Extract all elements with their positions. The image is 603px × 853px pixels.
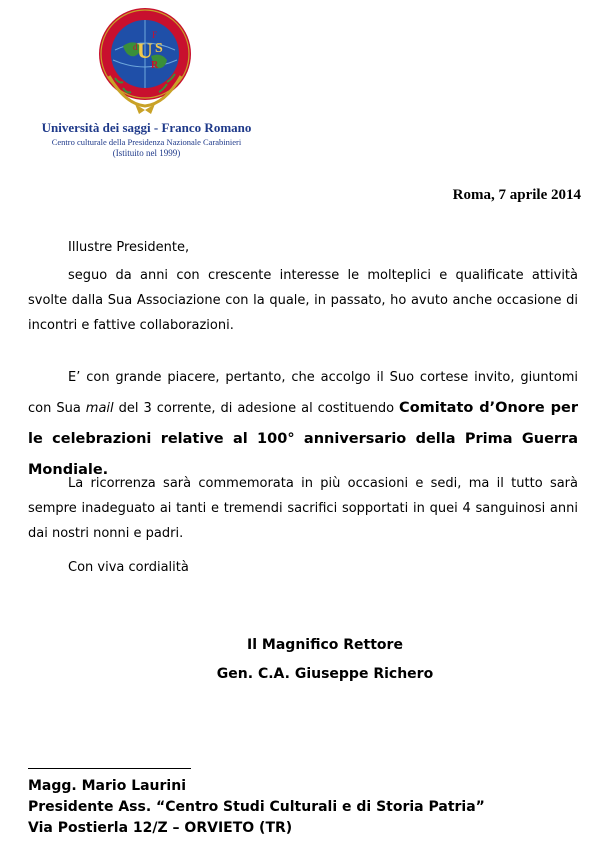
organization-name: Università dei saggi - Franco Romano <box>41 120 252 135</box>
paragraph-2-text-a: E’ con grande piacere, pertanto, che accolgo il Suo cortese invito, giuntomi con Sua <box>28 370 578 416</box>
letter-paragraph-3: La ricorrenza sarà commemorata in più occasioni e sedi, ma il tutto sarà sempre inadeguato ai tanti e tremendi sacrifici sopportati in quei 4 sanguinosi anni dai nostri nonni e padri. <box>28 476 578 541</box>
letter-paragraph-2 <box>28 363 578 486</box>
svg-text:R: R <box>151 60 159 71</box>
svg-text:F: F <box>152 30 158 40</box>
organization-founded: (Istituito nel 1999) <box>112 148 181 158</box>
letter-greeting: Illustre Presidente, <box>68 240 190 255</box>
logo-monogram: U <box>137 38 153 63</box>
signature-name: Gen. C.A. Giuseppe Richero <box>216 666 434 682</box>
paragraph-2-text-b: del 3 corrente, di adesione al costituendo <box>113 401 400 416</box>
letter-date: Roma, 7 aprile 2014 <box>452 187 581 203</box>
committee-title: Comitato d’Onore per le celebrazioni relative al 100° anniversario della Prima Guerra Mondiale. <box>28 400 578 478</box>
paragraph-2-italic: mail <box>85 401 114 416</box>
signature-title: Il Magnifico Rettore <box>247 637 403 653</box>
svg-text:d: d <box>133 42 138 52</box>
divider <box>28 768 191 769</box>
letter-paragraph-1: seguo da anni con crescente interesse le molteplici e qualificate attività svolte dalla Sua Associazione con la quale, in passato, ho avuto anche occasione di incontri e fattive collaborazioni. <box>28 268 578 333</box>
emblem-logo-icon <box>95 6 195 116</box>
recipient-name: Magg. Mario Laurini <box>28 778 186 794</box>
letter-closing: Con viva cordialità <box>68 560 189 575</box>
recipient-address: Via Postierla 12/Z – ORVIETO (TR) <box>28 820 293 836</box>
svg-text:S: S <box>155 41 163 56</box>
organization-subtitle: Centro culturale della Presidenza Nazionale Carabinieri <box>51 137 242 147</box>
recipient-role: Presidente Ass. “Centro Studi Culturali e di Storia Patria” <box>28 799 485 815</box>
